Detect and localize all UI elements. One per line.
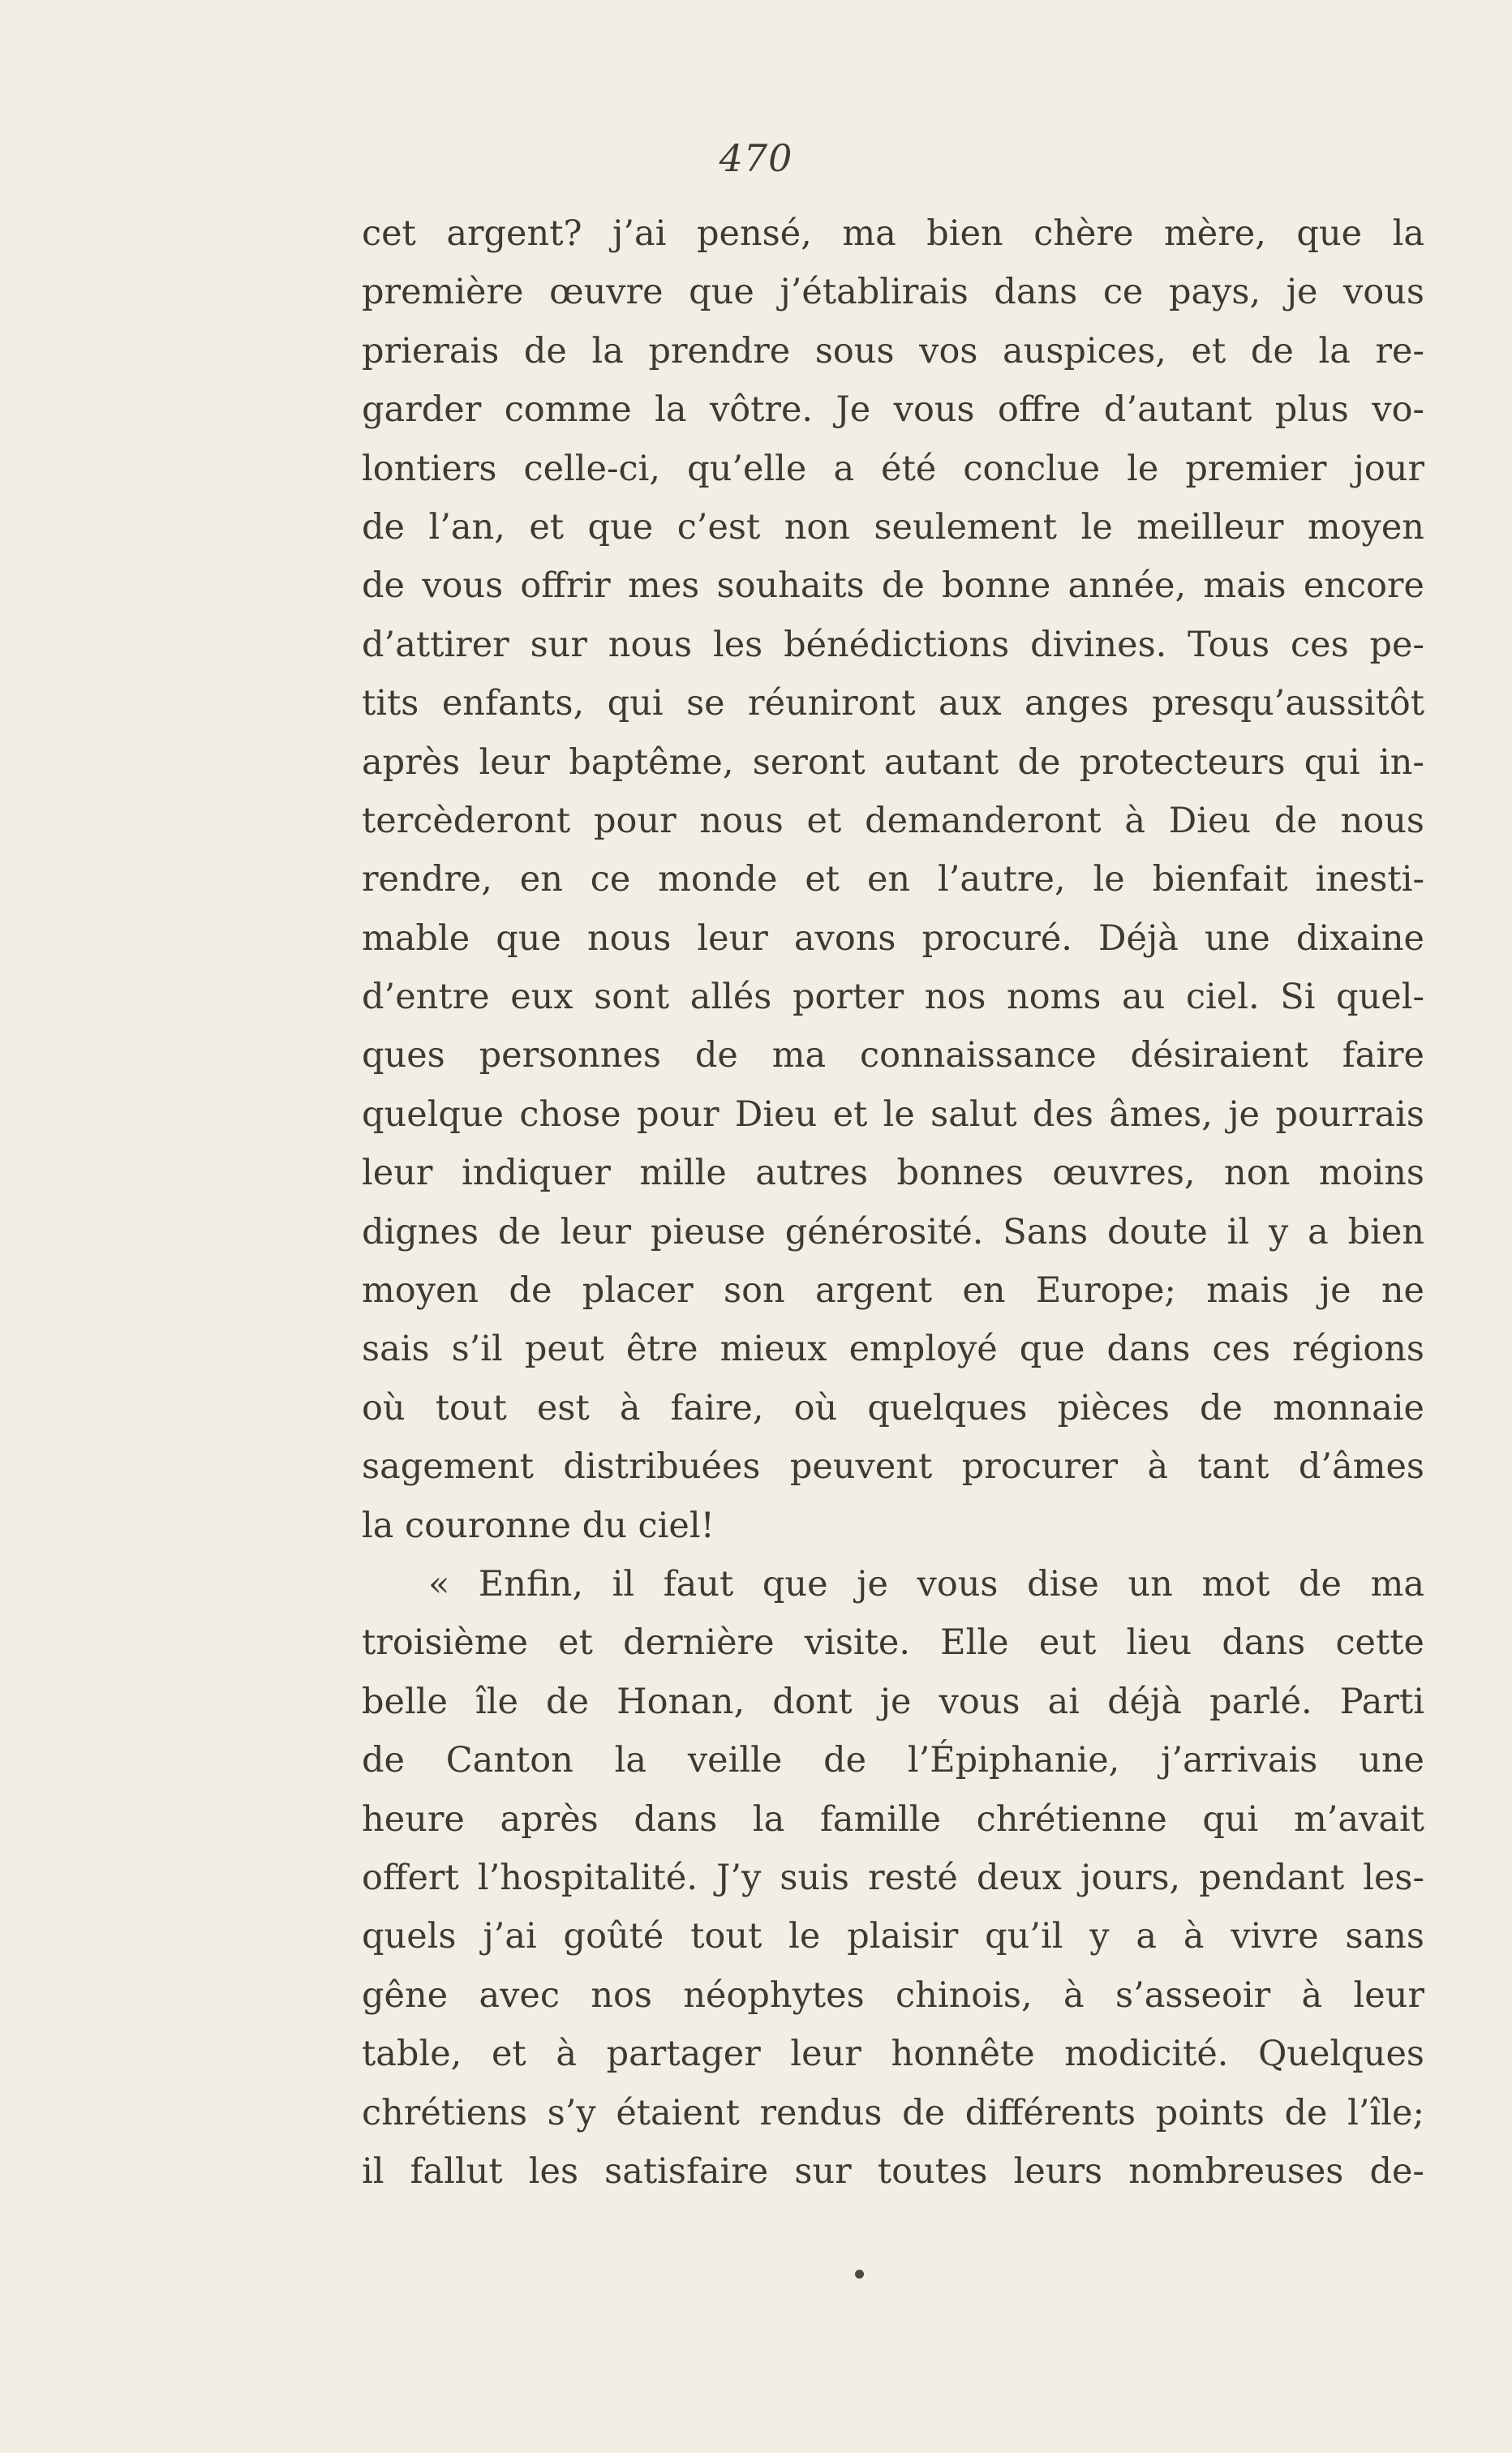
paragraph-start-line: « Enfin, il faut que je vous dise un mot de ma bbox=[428, 1563, 1424, 1605]
text-line: table, et à partager leur honnête modicité. Quelques bbox=[362, 2034, 1424, 2075]
text-line: quelque chose pour Dieu et le salut des âmes, je pourrais bbox=[362, 1093, 1424, 1135]
text-line: troisième et dernière visite. Elle eut lieu dans cette bbox=[362, 1622, 1424, 1664]
paragraph-end-line: la couronne du ciel! bbox=[362, 1505, 715, 1546]
printer-mark-dot bbox=[855, 2270, 864, 2279]
text-line: où tout est à faire, où quelques pièces de monnaie bbox=[362, 1387, 1424, 1428]
text-line: de vous offrir mes souhaits de bonne année, mais encore bbox=[362, 565, 1424, 607]
text-line: gêne avec nos néophytes chinois, à s’asseoir à leur bbox=[362, 1974, 1424, 2016]
text-line: quels j’ai goûté tout le plaisir qu’il y a à vivre sans bbox=[362, 1916, 1424, 1957]
text-line: après leur baptême, seront autant de protecteurs qui in- bbox=[362, 741, 1424, 783]
text-line: belle île de Honan, dont je vous ai déjà parlé. Parti bbox=[362, 1681, 1424, 1722]
text-line: lontiers celle-ci, qu’elle a été conclue le premier jour bbox=[362, 448, 1424, 489]
text-line: cet argent? j’ai pensé, ma bien chère mère, que la bbox=[362, 213, 1424, 254]
page-number: 470 bbox=[719, 136, 793, 180]
text-line: d’attirer sur nous les bénédictions divines. Tous ces pe- bbox=[362, 624, 1424, 665]
text-line: de Canton la veille de l’Épiphanie, j’arrivais une bbox=[362, 1740, 1424, 1781]
text-line: il fallut les satisfaire sur toutes leurs nombreuses de- bbox=[362, 2150, 1424, 2192]
text-line: de l’an, et que c’est non seulement le meilleur moyen bbox=[362, 506, 1424, 548]
body-text bbox=[362, 204, 1424, 2201]
text-line: chrétiens s’y étaient rendus de différents points de l’île; bbox=[362, 2092, 1424, 2133]
text-line: d’entre eux sont allés porter nos noms au ciel. Si quel- bbox=[362, 977, 1424, 1018]
text-line: tercèderont pour nous et demanderont à Dieu de nous bbox=[362, 800, 1424, 841]
text-line: rendre, en ce monde et en l’autre, le bienfait inesti- bbox=[362, 859, 1424, 900]
text-line: mable que nous leur avons procuré. Déjà une dixaine bbox=[362, 917, 1424, 959]
text-line: offert l’hospitalité. J’y suis resté deux jours, pendant les- bbox=[362, 1857, 1424, 1898]
text-line: heure après dans la famille chrétienne qui m’avait bbox=[362, 1798, 1424, 1840]
text-line: leur indiquer mille autres bonnes œuvres, non moins bbox=[362, 1153, 1424, 1194]
text-line: sagement distribuées peuvent procurer à tant d’âmes bbox=[362, 1446, 1424, 1488]
text-line: première œuvre que j’établirais dans ce pays, je vous bbox=[362, 272, 1424, 313]
text-line: prierais de la prendre sous vos auspices, et de la re- bbox=[362, 330, 1424, 372]
text-line: dignes de leur pieuse générosité. Sans doute il y a bien bbox=[362, 1211, 1424, 1252]
text-line: tits enfants, qui se réuniront aux anges presqu’aussitôt bbox=[362, 683, 1424, 724]
text-line: garder comme la vôtre. Je vous offre d’autant plus vo- bbox=[362, 389, 1424, 431]
text-line: ques personnes de ma connaissance désiraient faire bbox=[362, 1035, 1424, 1076]
text-line: sais s’il peut être mieux employé que dans ces régions bbox=[362, 1329, 1424, 1370]
text-line: moyen de placer son argent en Europe; mais je ne bbox=[362, 1270, 1424, 1312]
